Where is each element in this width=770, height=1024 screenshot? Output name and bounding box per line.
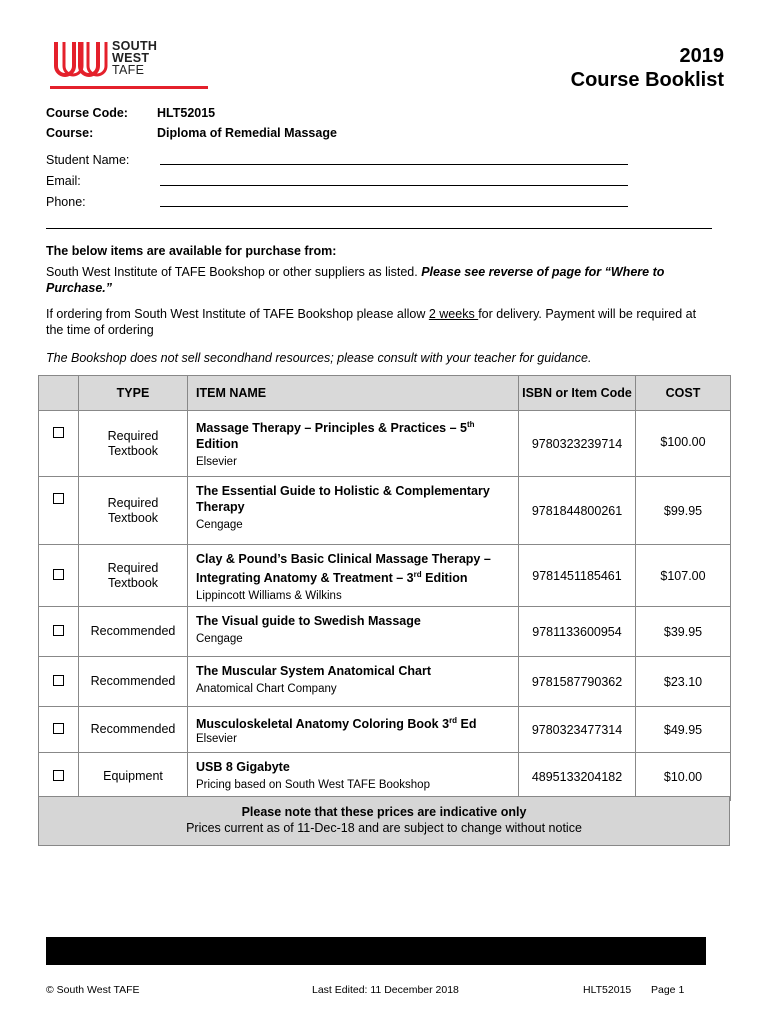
- select-checkbox[interactable]: [53, 723, 64, 734]
- footer-last-edited: Last Edited: 11 December 2018: [312, 984, 459, 996]
- item-type: Recommended: [79, 607, 188, 657]
- item-name: The Muscular System Anatomical Chart Anatomical Chart Company: [188, 657, 519, 707]
- select-checkbox[interactable]: [53, 427, 64, 438]
- item-type: Equipment: [79, 753, 188, 801]
- price-note-title: Please note that these prices are indicative only: [241, 805, 527, 819]
- logo-wordmark: SOUTH WEST TAFE: [112, 39, 158, 77]
- student-name-field[interactable]: [160, 164, 628, 165]
- select-checkbox[interactable]: [53, 625, 64, 636]
- intro-line3: The Bookshop does not sell secondhand resources; please consult with your teacher for guidance.: [46, 351, 592, 365]
- header-type: TYPE: [79, 376, 188, 411]
- item-publisher: Elsevier: [196, 456, 237, 469]
- course-value: Diploma of Remedial Massage: [157, 126, 337, 140]
- item-publisher: Cengage: [196, 519, 243, 531]
- item-publisher: Cengage: [196, 633, 243, 645]
- booklist-table: [38, 375, 731, 801]
- table-row: [39, 411, 731, 477]
- header-item-name: ITEM NAME: [188, 376, 519, 411]
- table-row: [39, 753, 731, 801]
- item-type: Recommended: [79, 657, 188, 707]
- header-checkbox-col: [39, 376, 79, 411]
- footer-course-code: HLT52015: [583, 984, 632, 996]
- item-publisher: Lippincott Williams & Wilkins: [196, 590, 342, 603]
- item-isbn: 9780323239714: [519, 411, 636, 477]
- item-name: Clay & Pound’s Basic Clinical Massage Therapy – Integrating Anatomy & Treatment – 3rd Edition Lippincott Williams & Wilkins: [188, 545, 519, 607]
- page-title: 2019 Course Booklist: [570, 45, 724, 91]
- item-cost: $23.10: [636, 657, 731, 707]
- item-name: Massage Therapy – Principles & Practices – 5th Edition Elsevier: [188, 411, 519, 477]
- footer-page-number: Page 1: [651, 984, 685, 996]
- item-cost: $99.95: [636, 477, 731, 545]
- item-isbn: 9780323477314: [519, 707, 636, 753]
- item-cost: $49.95: [636, 707, 731, 753]
- item-isbn: 9781587790362: [519, 657, 636, 707]
- item-type: Required Textbook: [79, 477, 188, 545]
- select-checkbox[interactable]: [53, 493, 64, 504]
- course-code-value: HLT52015: [157, 106, 216, 120]
- item-cost: $100.00: [636, 411, 731, 477]
- intro-heading: The below items are available for purchase from:: [46, 244, 337, 258]
- footer-bar: [46, 937, 706, 965]
- header-isbn: ISBN or Item Code: [519, 376, 636, 411]
- student-name-label: Student Name:: [46, 153, 130, 167]
- item-publisher: Pricing based on South West TAFE Bookshop: [196, 779, 430, 791]
- item-isbn: 9781451185461: [519, 545, 636, 607]
- item-type: Required Textbook: [79, 545, 188, 607]
- phone-field[interactable]: [160, 206, 628, 207]
- item-publisher: Elsevier: [196, 733, 237, 746]
- phone-label: Phone:: [46, 195, 86, 209]
- course-code-label: Course Code:: [46, 106, 128, 120]
- email-field[interactable]: [160, 185, 628, 186]
- intro-line2: If ordering from South West Institute of TAFE Bookshop please allow 2 weeks for delivery. Payment will be required at the time of ordering: [46, 307, 697, 337]
- course-label: Course:: [46, 126, 94, 140]
- item-type: Required Textbook: [79, 411, 188, 477]
- select-checkbox[interactable]: [53, 569, 64, 580]
- item-type: Recommended: [79, 707, 188, 753]
- table-header-row: [39, 376, 731, 411]
- table-row: [39, 545, 731, 607]
- divider: [46, 228, 712, 229]
- table-row: [39, 477, 731, 545]
- select-checkbox[interactable]: [53, 770, 64, 781]
- item-name: Musculoskeletal Anatomy Coloring Book 3rd Ed Elsevier: [188, 707, 519, 753]
- table-row: [39, 607, 731, 657]
- select-checkbox[interactable]: [53, 675, 64, 686]
- header-cost: COST: [636, 376, 731, 411]
- item-isbn: 4895133204182: [519, 753, 636, 801]
- footer-copyright: © South West TAFE: [46, 984, 140, 996]
- item-isbn: 9781133600954: [519, 607, 636, 657]
- item-cost: $107.00: [636, 545, 731, 607]
- email-label: Email:: [46, 174, 81, 188]
- item-cost: $10.00: [636, 753, 731, 801]
- intro-line1: South West Institute of TAFE Bookshop or other suppliers as listed. Please see reverse of page for “Where to Purchase.”: [46, 265, 665, 295]
- item-name: The Essential Guide to Holistic & Complementary Therapy Cengage: [188, 477, 519, 545]
- table-row: [39, 657, 731, 707]
- logo-underline: [50, 86, 208, 89]
- price-note-detail: Prices current as of 11-Dec-18 and are subject to change without notice: [186, 821, 582, 835]
- intro-section: [46, 243, 716, 366]
- table-row: [39, 707, 731, 753]
- item-name: The Visual guide to Swedish Massage Cengage: [188, 607, 519, 657]
- item-cost: $39.95: [636, 607, 731, 657]
- item-publisher: Anatomical Chart Company: [196, 683, 337, 695]
- item-isbn: 9781844800261: [519, 477, 636, 545]
- price-note: [38, 796, 730, 846]
- item-name: USB 8 Gigabyte Pricing based on South West TAFE Bookshop: [188, 753, 519, 801]
